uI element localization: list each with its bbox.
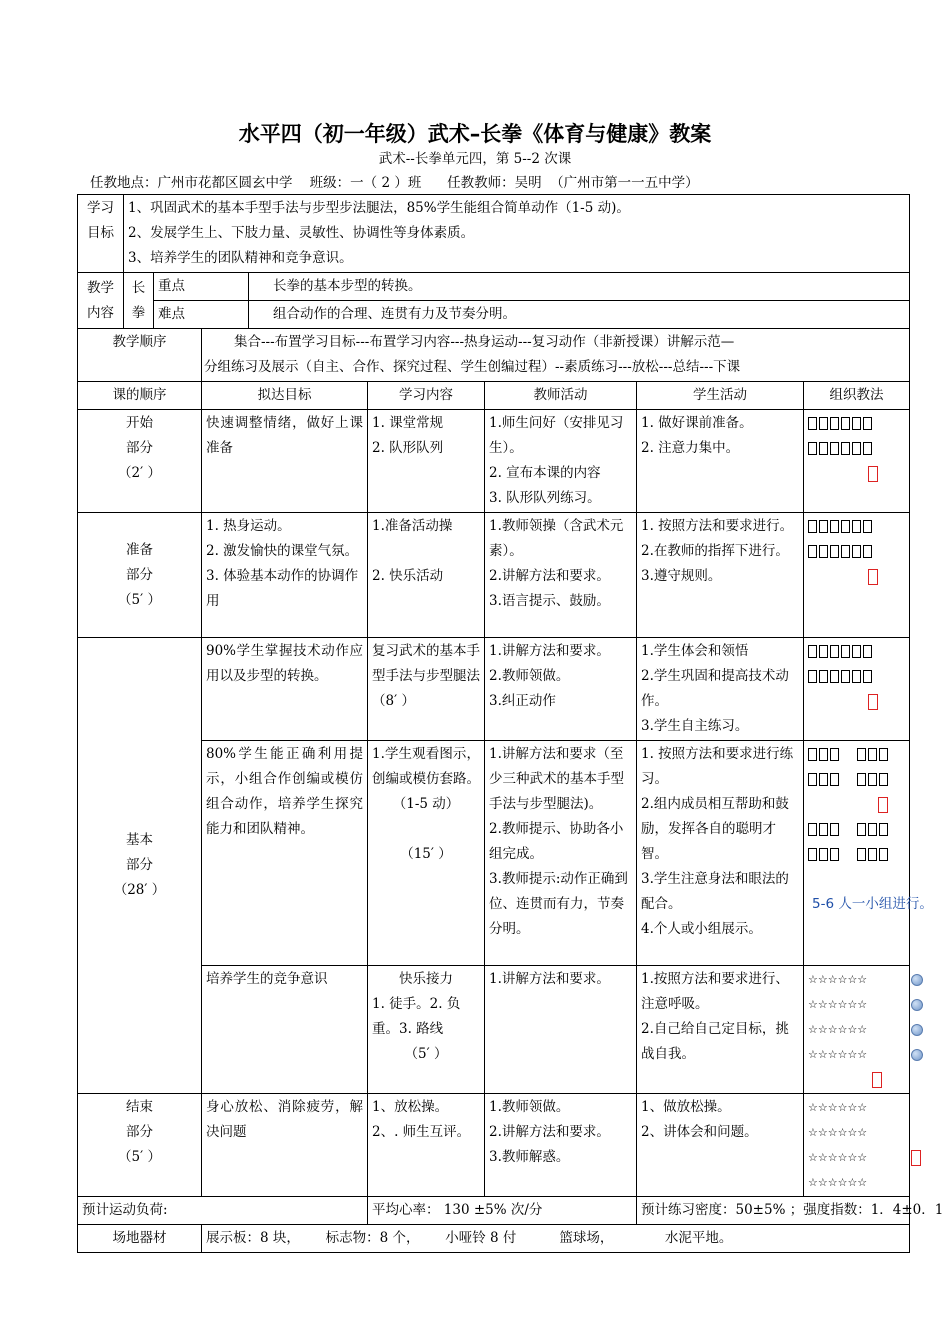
content-cell: 快乐接力 1. 徒手。2. 负重。3. 路线 （5′ ） xyxy=(368,966,485,1094)
start-row xyxy=(78,410,910,513)
formation-diagram xyxy=(804,741,933,966)
goal-cell: 培养学生的竞争意识 xyxy=(202,966,368,1094)
difficulty-text: 组合动作的合理、连贯有力及节奏分明。 xyxy=(249,301,910,329)
heart-rate: 平均心率： 130 ±5% 次/分 xyxy=(368,1197,637,1225)
teacher-marker-icon xyxy=(868,569,878,585)
goals-cell xyxy=(124,195,910,273)
columns-header xyxy=(78,382,910,410)
document-subtitle: 武术--长拳单元四，第 5--2 次课 xyxy=(378,151,572,167)
teacher-marker-icon xyxy=(911,1150,921,1166)
formation-diagram xyxy=(804,638,910,741)
class-info: 任教地点：广州市花都区圆玄中学 班级：一（ 2 ）班 任教教师：吴明 （广州市第一一五中学） xyxy=(90,175,699,191)
difficulty-label: 难点 xyxy=(154,301,249,329)
lesson-plan-table xyxy=(77,194,944,1253)
column-header: 学生活动 xyxy=(637,382,804,410)
marker-dot-icon xyxy=(911,1049,923,1061)
student-cell: 1.按照方法和要求进行、注意呼吸。 2.自己给自己定目标，挑战自我。 xyxy=(637,966,804,1094)
section-label: 准备 部分 （5′ ） xyxy=(78,513,202,638)
column-header: 学习内容 xyxy=(368,382,485,410)
equipment-row xyxy=(78,1225,910,1253)
key-row xyxy=(78,273,910,301)
goal-cell: 80%学生能正确利用提示，小组合作创编或模仿组合动作，培养学生探究能力和团队精神。 xyxy=(202,741,368,966)
goals-row xyxy=(78,195,910,273)
teacher-marker-icon xyxy=(878,797,888,813)
teacher-cell: 1.讲解方法和要求。 xyxy=(485,966,637,1094)
marker-dot-icon xyxy=(911,974,923,986)
formation-diagram: ☆☆☆☆☆☆ ☆☆☆☆☆☆ ☆☆☆☆☆☆ ☆☆☆☆☆☆ xyxy=(804,966,910,1094)
load-row xyxy=(78,1197,910,1225)
section-label: 开始 部分 （2′ ） xyxy=(78,410,202,513)
order-text xyxy=(202,329,910,382)
content-sub-label: 长拳 xyxy=(124,273,154,329)
student-cell: 1. 按照方法和要求进行练习。 2.组内成员相互帮助和鼓励，发挥各自的聪明才智。 3.学生注意身法和眼法的配合。 4.个人或小组展示。 xyxy=(637,741,804,966)
goal-item: 3、培养学生的团队精神和竞争意识。 xyxy=(128,250,353,266)
content-cell: 1.学生观看图示，创编或模仿套路。 （1-5 动） （15′ ） xyxy=(368,741,485,966)
basic-row-3 xyxy=(78,966,910,1094)
student-cell: 1. 做好课前准备。 2. 注意力集中。 xyxy=(637,410,804,513)
basic-row-2 xyxy=(78,741,910,966)
formation-diagram xyxy=(804,513,910,638)
teacher-cell: 1.讲解方法和要求。 2.教师领做。 3.纠正动作 xyxy=(485,638,637,741)
student-cell: 1. 按照方法和要求进行。 2.在教师的指挥下进行。 3.遵守规则。 xyxy=(637,513,804,638)
teacher-marker-icon xyxy=(868,694,878,710)
column-header: 课的顺序 xyxy=(78,382,202,410)
end-row xyxy=(78,1094,910,1197)
column-header: 拟达目标 xyxy=(202,382,368,410)
content-cell: 1.准备活动操 2. 快乐活动 xyxy=(368,513,485,638)
teacher-cell: 1.教师领做。 2.讲解方法和要求。 3.教师解惑。 xyxy=(485,1094,637,1197)
column-header: 教师活动 xyxy=(485,382,637,410)
column-header: 组织教法 xyxy=(804,382,910,410)
student-cell: 1.学生体会和领悟 2.学生巩固和提高技术动作。 3.学生自主练习。 xyxy=(637,638,804,741)
key-text: 长拳的基本步型的转换。 xyxy=(249,273,910,301)
section-label: 基本 部分 （28′ ） xyxy=(78,638,202,1094)
goal-cell: 90%学生掌握技术动作应用以及步型的转换。 xyxy=(202,638,368,741)
order-label: 教学顺序 xyxy=(78,329,202,382)
teacher-marker-icon xyxy=(868,466,878,482)
equipment-text: 展示板：8 块， 标志物：8 个， 小哑铃 8 付 篮球场， 水泥平地。 xyxy=(202,1225,910,1253)
order-line: 分组练习及展示（自主、合作、探究过程、学生创编过程）--素质练习---放松---总结---下课 xyxy=(204,359,741,375)
teacher-marker-icon xyxy=(872,1072,882,1088)
marker-dot-icon xyxy=(911,999,923,1011)
formation-diagram: ☆☆☆☆☆☆ ☆☆☆☆☆☆ ☆☆☆☆☆☆ ☆☆☆☆☆☆ xyxy=(804,1094,910,1197)
goal-cell: 身心放松、消除疲劳，解决问题 xyxy=(202,1094,368,1197)
goal-item: 1、巩固武术的基本手型手法与步型步法腿法，85%学生能组合简单动作（1-5 动)。 xyxy=(128,200,630,216)
goal-cell: 1. 热身运动。 2. 激发愉快的课堂气氛。 3. 体验基本动作的协调作用 xyxy=(202,513,368,638)
marker-dot-icon xyxy=(911,1024,923,1036)
content-cell: 复习武术的基本手型手法与步型腿法（8′ ） xyxy=(368,638,485,741)
teacher-cell: 1.师生问好（安排见习生）。 2. 宣布本课的内容 3. 队形队列练习。 xyxy=(485,410,637,513)
goals-label: 学习目标 xyxy=(78,195,124,273)
formation-diagram xyxy=(804,410,910,513)
group-note: 5-6 人一小组进行。 xyxy=(812,896,933,912)
goal-item: 2、发展学生上、下肢力量、灵敏性、协调性等身体素质。 xyxy=(128,225,475,241)
prep-row xyxy=(78,513,910,638)
density: 预计练习密度：50±5% ；强度指数：1．4±0．1 xyxy=(637,1197,910,1225)
basic-row-1 xyxy=(78,638,910,741)
student-cell: 1、做放松操。 2、讲体会和问题。 xyxy=(637,1094,804,1197)
difficulty-row xyxy=(78,301,910,329)
key-label: 重点 xyxy=(154,273,249,301)
section-label: 结束 部分 （5′ ） xyxy=(78,1094,202,1197)
content-label: 教学内容 xyxy=(78,273,124,329)
content-cell: 1、放松操。 2、. 师生互评。 xyxy=(368,1094,485,1197)
content-cell: 1. 课堂常规 2. 队形队列 xyxy=(368,410,485,513)
goal-cell: 快速调整情绪，做好上课准备 xyxy=(202,410,368,513)
equipment-label: 场地器材 xyxy=(78,1225,202,1253)
teacher-cell: 1.教师领操（含武术元素）。 2.讲解方法和要求。 3.语言提示、鼓励。 xyxy=(485,513,637,638)
load-label: 预计运动负荷: xyxy=(78,1197,368,1225)
teacher-cell: 1.讲解方法和要求（至少三种武术的基本手型手法与步型腿法)。 2.教师提示、协助各小组完成。 3.教师提示:动作正确到位、连贯而有力，节奏分明。 xyxy=(485,741,637,966)
document-title: 水平四（初一年级）武术–长拳《体育与健康》教案 xyxy=(238,122,712,146)
order-row xyxy=(78,329,910,382)
order-line: 集合---布置学习目标---布置学习内容---热身运动---复习动作（非新授课）讲解示范— xyxy=(234,334,735,350)
